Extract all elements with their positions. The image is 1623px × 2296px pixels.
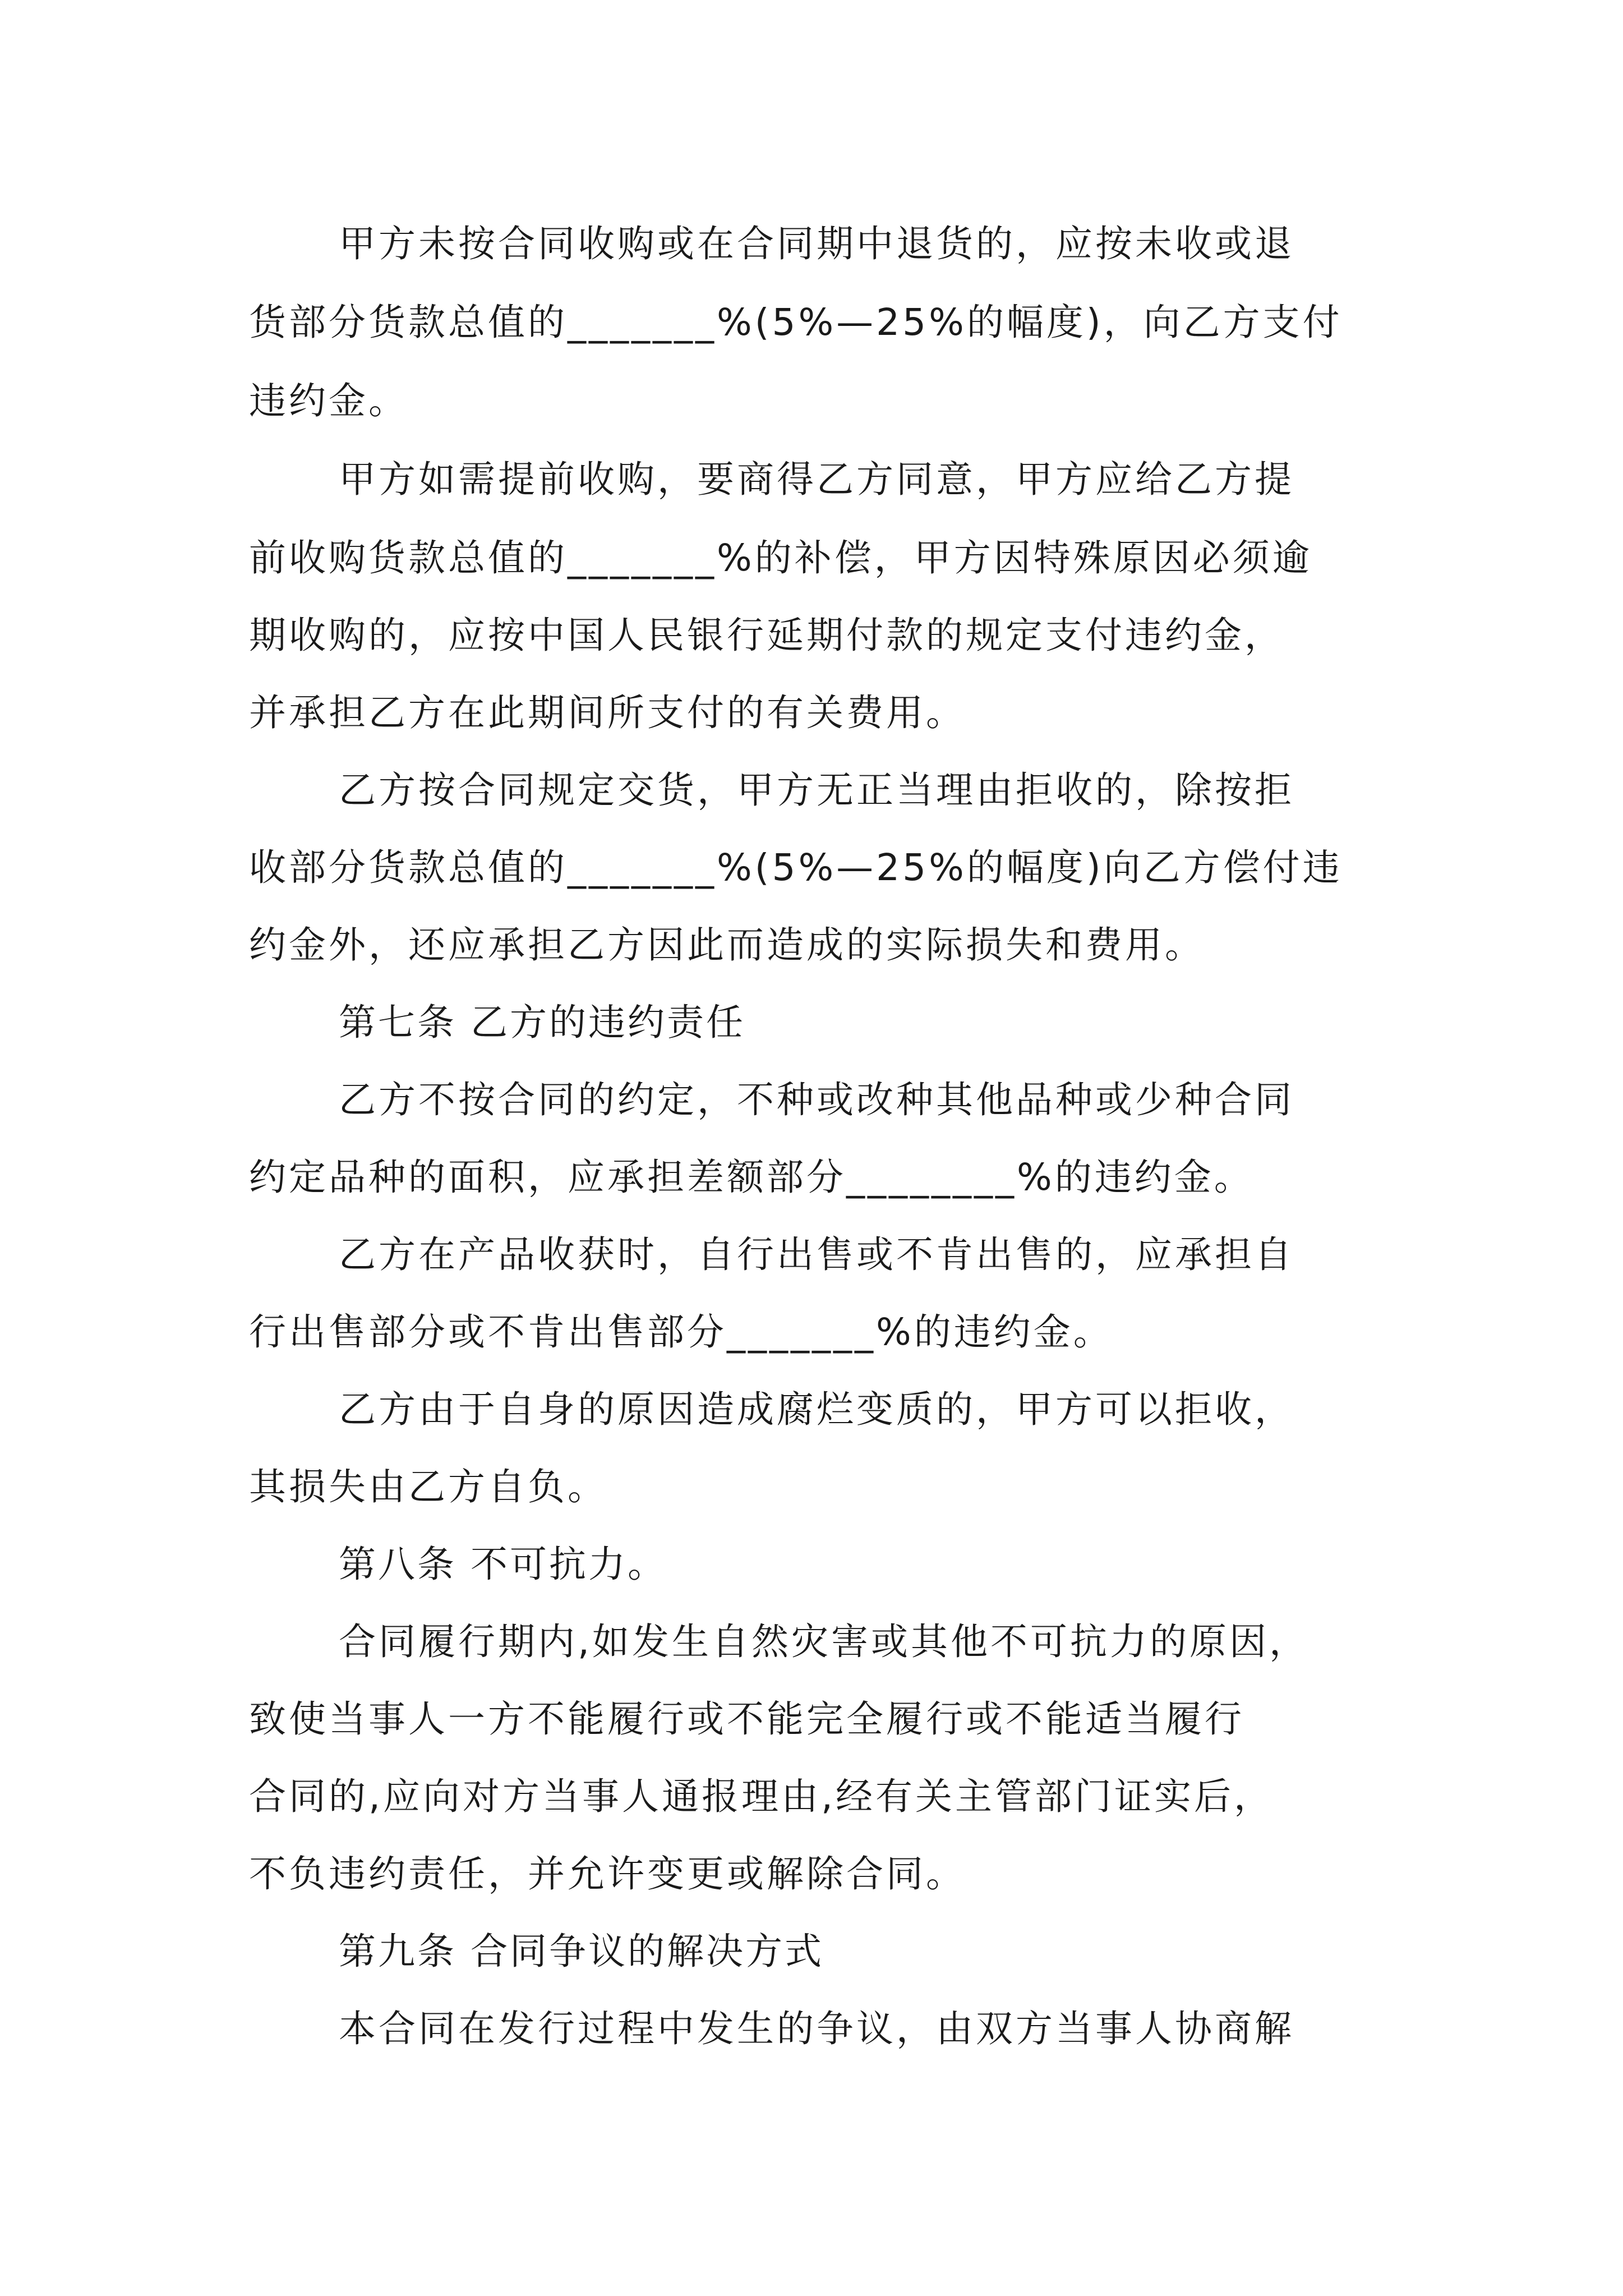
paragraph-line: 乙方在产品收获时，自行出售或不肯出售的，应承担自 [339,1233,1294,1276]
paragraph-line: 约定品种的面积，应承担差额部分________%的违约金。 [249,1156,1254,1199]
paragraph-line: 合同履行期内,如发生自然灾害或其他不可抗力的原因， [339,1620,1309,1663]
paragraph-line: 约金外，还应承担乙方因此而造成的实际损失和费用。 [249,923,1205,967]
paragraph-line: 期收购的，应按中国人民银行延期付款的规定支付违约金， [249,614,1284,657]
paragraph-line: 货部分货款总值的_______%(5%—25%的幅度)，向乙方支付 [249,301,1343,344]
paragraph-line: 合同的,应向对方当事人通报理由,经有关主管部门证实后， [249,1775,1274,1818]
paragraph-line: 违约金。 [249,379,408,422]
paragraph-line: 甲方如需提前收购，要商得乙方同意，甲方应给乙方提 [339,458,1294,501]
paragraph-line: 前收购货款总值的_______%的补偿，甲方因特殊原因必须逾 [249,536,1312,579]
paragraph-line: 并承担乙方在此期间所支付的有关费用。 [249,691,966,734]
paragraph-line: 乙方由于自身的原因造成腐烂变质的，甲方可以拒收， [339,1388,1294,1431]
paragraph-line: 乙方按合同规定交货，甲方无正当理由拒收的，除按拒 [339,769,1294,812]
paragraph-line: 致使当事人一方不能履行或不能完全履行或不能适当履行 [249,1697,1244,1741]
paragraph-line: 收部分货款总值的_______%(5%—25%的幅度)向乙方偿付违 [249,846,1343,889]
paragraph-line: 其损失由乙方自负。 [249,1465,607,1508]
article-heading: 第八条 不可抗力。 [339,1543,667,1586]
paragraph-line: 本合同在发行过程中发生的争议，由双方当事人协商解 [339,2007,1294,2050]
article-heading: 第七条 乙方的违约责任 [339,1001,745,1044]
paragraph-line: 乙方不按合同的约定，不种或改种其他品种或少种合同 [339,1078,1294,1121]
paragraph-line: 行出售部分或不肯出售部分_______%的违约金。 [249,1310,1113,1354]
paragraph-line: 不负违约责任，并允许变更或解除合同。 [249,1852,966,1895]
article-heading: 第九条 合同争议的解决方式 [339,1930,824,1973]
paragraph-line: 甲方未按合同收购或在合同期中退货的，应按未收或退 [339,222,1294,265]
